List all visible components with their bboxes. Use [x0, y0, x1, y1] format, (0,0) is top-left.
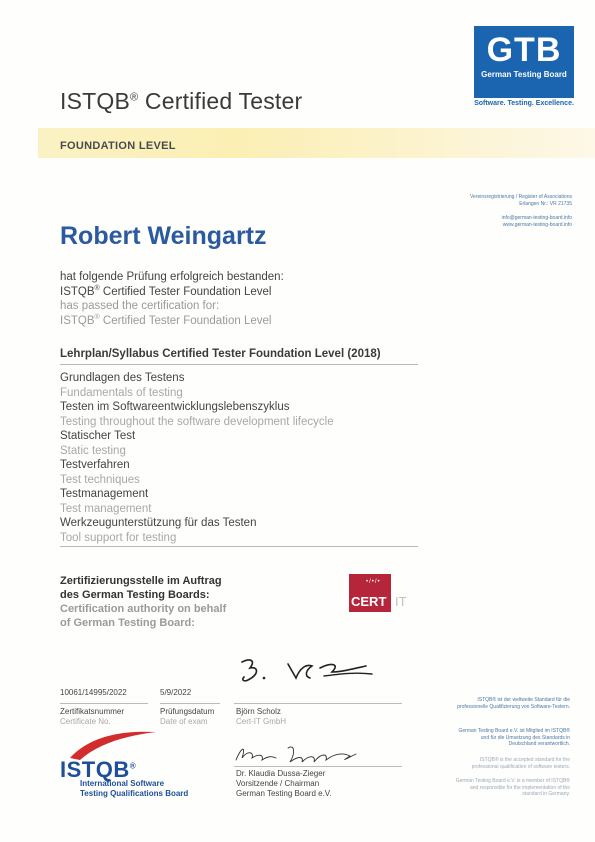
- exam-date-line: [160, 703, 220, 704]
- registry-line-1: Vereinsregistrierung / Register of Associations: [470, 194, 572, 200]
- cert-number-label-de: Zertifikatsnummer: [60, 707, 125, 716]
- syllabus-title: Lehrplan/Syllabus Certified Tester Foundation Level (2018): [60, 348, 381, 360]
- passed-de-level: Certified Tester Foundation Level: [99, 285, 272, 298]
- authority-de-line-1: Zertifizierungsstelle im Auftrag: [60, 575, 222, 587]
- scholz-signature-line: [234, 703, 402, 704]
- istqb-logo-reg: ®: [129, 761, 137, 771]
- cert-it-word: CERT: [351, 594, 387, 609]
- module-5-de: Testmanagement: [60, 488, 149, 500]
- signature-scholz: [236, 652, 386, 692]
- module-4-de: Testverfahren: [60, 459, 130, 471]
- istqb-logo-word: ISTQB: [60, 757, 130, 782]
- cert-it-logo: [349, 574, 391, 612]
- contact-info: [420, 215, 572, 229]
- registry-info: [420, 194, 572, 208]
- passed-en-level: Certified Tester Foundation Level: [99, 314, 272, 327]
- module-2: [60, 400, 420, 429]
- syllabus-bottom-rule: [60, 546, 418, 547]
- module-3: [60, 429, 420, 458]
- recipient-name: Robert Weingartz: [60, 222, 267, 250]
- passed-en-line-1: has passed the certification for:: [60, 300, 220, 312]
- chair-name: Dr. Klaudia Dussa-Zieger: [236, 769, 326, 778]
- istqb-sub-line-1: International Software: [80, 779, 165, 788]
- certificate-title: [60, 88, 302, 115]
- passed-en-istqb: ISTQB: [60, 314, 95, 327]
- level-label: FOUNDATION LEVEL: [60, 140, 176, 152]
- module-6-de: Werkzeugunterstützung für das Testen: [60, 517, 257, 529]
- exam-date-label-de: Prüfungsdatum: [160, 707, 215, 716]
- chair-signature-line: [234, 766, 402, 767]
- title-prefix: ISTQB: [60, 88, 131, 114]
- title-reg-mark: ®: [130, 91, 139, 104]
- module-3-de: Statischer Test: [60, 430, 136, 442]
- chair-org: German Testing Board e.V.: [236, 789, 332, 798]
- signature-dussa-zieger: [232, 740, 362, 768]
- istqb-sub-line-2: Testing Qualifications Board: [80, 789, 189, 798]
- exam-date-label-en: Date of exam: [160, 717, 208, 726]
- module-1: [60, 371, 420, 400]
- passed-de-line-1: hat folgende Prüfung erfolgreich bestanden:: [60, 271, 284, 283]
- istqb-logo-subtitle: [80, 779, 188, 799]
- side-note-3: ISTQB® is the accepted standard for the professional qualification of software testers.: [471, 757, 570, 770]
- exam-date: 5/9/2022: [160, 688, 192, 697]
- side-note-2: German Testing Board e.V. ist Mitglied im ISTQB® und für die Umsetzung des Standards in Deutschland verantwortlich.: [458, 728, 570, 747]
- authority-en-line-2: of German Testing Board:: [60, 617, 195, 629]
- signer-name: Björn Scholz: [236, 707, 281, 716]
- authority-en-line-1: Certification authority on behalf: [60, 603, 227, 615]
- side-note-1: ISTQB® ist der weltweite Standard für die professionelle Qualifizierung von Software-Testern.: [457, 697, 570, 710]
- contact-email: info@german-testing-board.info: [501, 215, 572, 221]
- contact-web: www.german-testing-board.info: [502, 222, 572, 228]
- certificate-number-line: [60, 703, 148, 704]
- certification-authority: [60, 574, 226, 630]
- gtb-logo: [474, 26, 574, 98]
- module-1-de: Grundlagen des Testens: [60, 372, 185, 384]
- syllabus-top-rule: [60, 364, 418, 365]
- chair-block: [236, 769, 332, 799]
- passed-de-istqb: ISTQB: [60, 285, 95, 298]
- signer-org: Cert-IT GmbH: [236, 717, 287, 726]
- registry-line-2: Erlangen Nr.: VR 21735: [519, 201, 572, 207]
- module-3-en: Static testing: [60, 444, 126, 457]
- module-2-en: Testing throughout the software development lifecycle: [60, 415, 334, 428]
- gtb-tagline: Software. Testing. Excellence.: [474, 100, 574, 107]
- passed-en-reg-mark: ®: [94, 314, 100, 321]
- gtb-logo-letters: GTB: [486, 31, 562, 69]
- cert-number-label-en: Certificate No.: [60, 717, 111, 726]
- module-5: [60, 487, 420, 516]
- title-suffix: Certified Tester: [138, 88, 303, 114]
- module-4-en: Test techniques: [60, 473, 140, 486]
- side-note-4: German Testing Board e.V. is a member of ISTQB® and responsible for the implementation of the standard in Germany.: [455, 778, 570, 797]
- gtb-logo-name: German Testing Board: [481, 70, 567, 79]
- authority-de-line-2: des German Testing Boards:: [60, 589, 210, 601]
- module-2-de: Testen im Softwareentwicklungslebenszyklus: [60, 401, 290, 413]
- passed-de-reg-mark: ®: [94, 285, 100, 292]
- cert-it-suffix: IT: [395, 594, 407, 609]
- syllabus-modules: [60, 371, 420, 545]
- module-1-en: Fundamentals of testing: [60, 386, 183, 399]
- cert-it-dots: •/•/•: [366, 579, 381, 585]
- module-5-en: Test management: [60, 502, 152, 515]
- passed-de-line-2: [60, 285, 271, 298]
- module-4: [60, 458, 420, 487]
- module-6: [60, 516, 420, 545]
- chair-role: Vorsitzende / Chairman: [236, 779, 320, 788]
- module-6-en: Tool support for testing: [60, 531, 177, 544]
- passed-en-line-2: [60, 314, 271, 327]
- certificate-number: 10061/14995/2022: [60, 688, 127, 697]
